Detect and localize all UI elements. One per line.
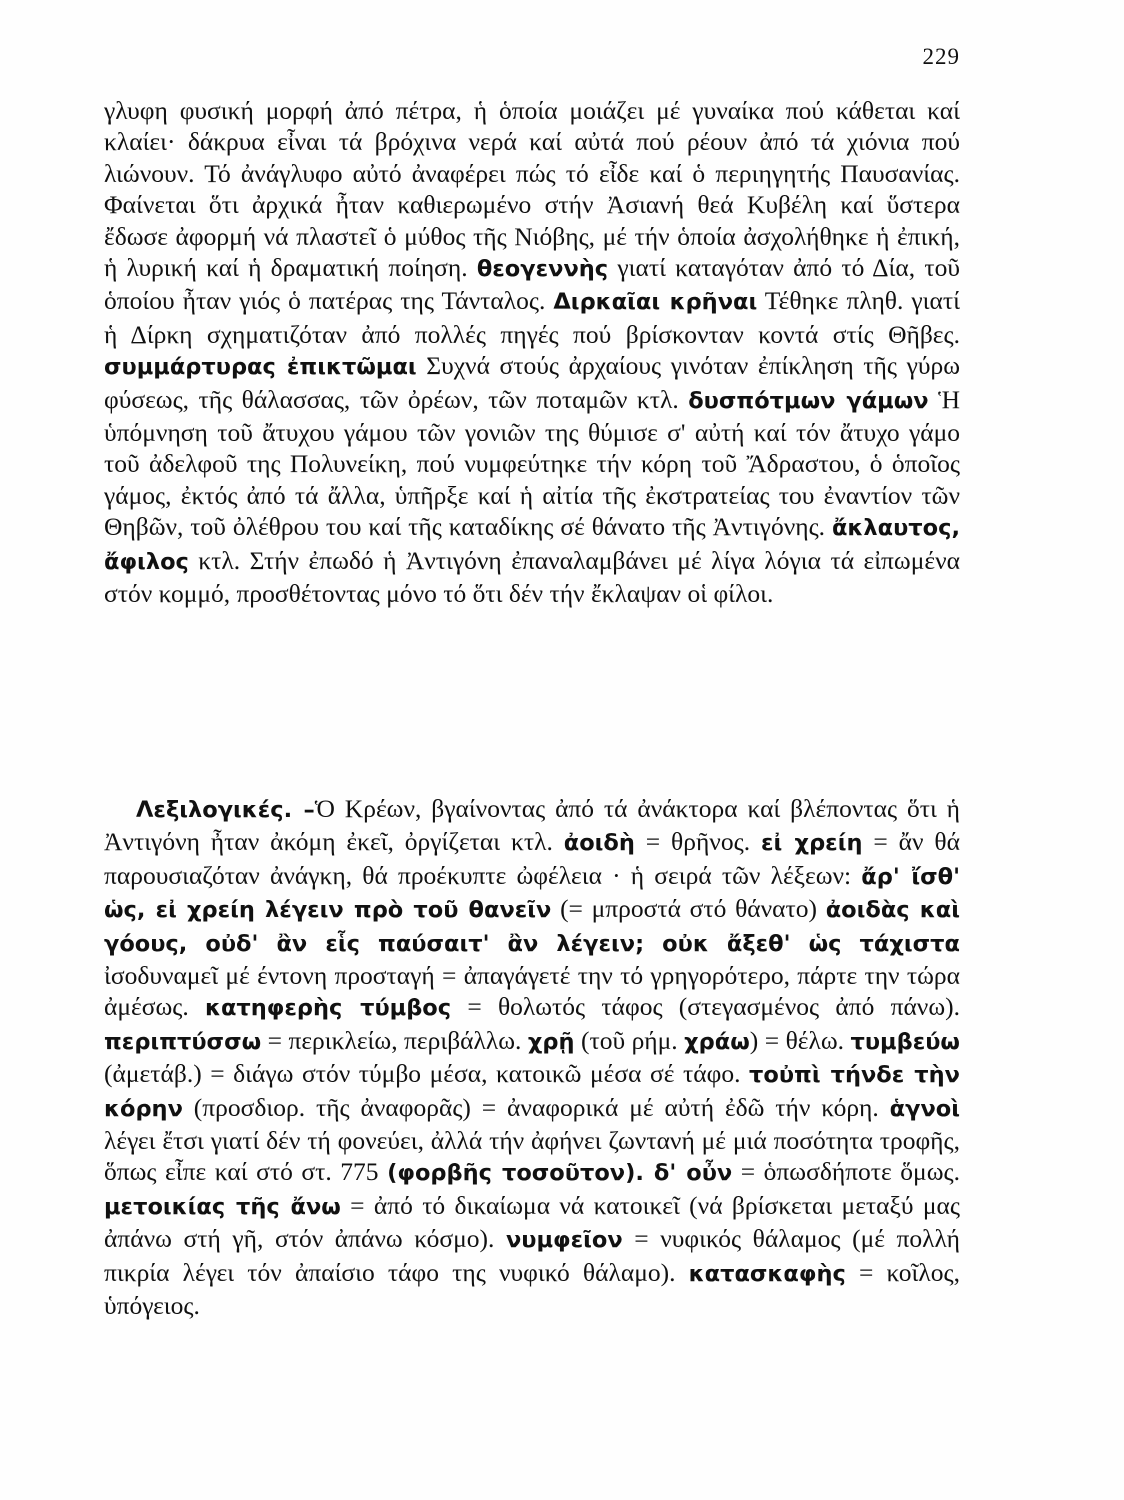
run: Συχνά στούς ἀρχαίους γινόταν ἐπίκληση τῆς γύρω φύσεως, τῆς θάλασσας, τῶν ὀρέων, τῶν ποταμῶν κτλ.	[104, 351, 960, 414]
run: = ἄν θά παρουσιαζόταν ἀνάγκη, θά προέκυπτε ὠφέλεια · ἡ σειρά τῶν λέξεων:	[104, 827, 960, 890]
run: = ὁπωσδήποτε ὅμως.	[732, 1157, 960, 1187]
run: κτλ. Στήν ἐπωδό ἡ Ἀντιγόνη ἐπαναλαμβάνει μέ λίγα λόγια τά εἰπωμένα στόν κομμό, προσθέτοντας μόνο τό ὅτι δέν τήν ἔκλαψαν οἱ φίλοι.	[104, 545, 960, 609]
bold-term: χράω	[684, 1028, 750, 1055]
run: = κοῖλος, ὑπόγειος.	[104, 1257, 960, 1321]
commentary-paragraph	[104, 95, 960, 610]
run: ἰσοδυναμεῖ μέ έντονη προσταγή = ἀπαγάγετέ την τό γρηγορότερο, πάρτε την τώρα ἀμέσως.	[104, 961, 960, 1022]
bold-term: τυμβεύω	[850, 1028, 960, 1055]
bold-term: θεογεννὴς	[476, 256, 609, 283]
run: Ὁ Κρέων, βγαίνοντας ἀπό τά ἀνάκτορα καί βλέποντας ὅτι ἡ Ἀντιγόνη ἦταν ἀκόμη ἐκεῖ, ὀργίζεται κτλ.	[104, 794, 961, 857]
vocabulary-paragraph	[104, 793, 960, 1322]
bold-term: κατασκαφὴς	[688, 1260, 846, 1287]
run: = νυφικός θάλαμος (μέ πολλή πικρία λέγει τόν ἀπαίσιο τάφο της νυφικό θάλαμο).	[104, 1224, 960, 1287]
bold-term: νυμφεῖον	[505, 1227, 623, 1254]
section-heading: Λεξιλογικές. –	[136, 797, 315, 823]
bold-term: ἁγνοὶ	[889, 1095, 960, 1122]
run: (τοῦ ρήμ.	[574, 1025, 685, 1055]
bold-term: χρῇ	[527, 1028, 575, 1055]
run: = περικλείω, περιβάλλω.	[261, 1025, 528, 1055]
bold-term: ἄκλαυτος, ἄφιλος	[104, 515, 960, 575]
run: (= μπροστά στό θάνατο)	[551, 894, 826, 924]
bold-term: Διρκαῖαι κρῆναι	[553, 289, 758, 316]
bold-term: συμμάρτυρας ἐπικτῶμαι	[104, 354, 417, 381]
bold-term: (φορβῆς τοσοῦτον). δ' οὖν	[387, 1160, 733, 1187]
run: = ἀπό τό δικαίωμα νά κατοικεῖ (νά βρίσκεται μεταξύ μας ἀπάνω στή γῆ, στόν ἀπάνω κόσμο).	[104, 1190, 960, 1254]
bold-term: δυσπότμων γάμων	[688, 387, 929, 414]
run: ) = θέλω.	[749, 1025, 851, 1055]
run: (προσδιορ. τῆς ἀναφορᾶς) = ἀναφορικά μέ αὐτή ἐδῶ τήν κόρη.	[182, 1092, 890, 1122]
bold-term: εἰ χρείη	[760, 830, 863, 857]
bold-term: ἄρ' ἴσθ' ὡς, εἰ χρείη λέγειν πρὸ τοῦ θανεῖν	[104, 863, 961, 924]
run: λέγει ἔτσι γιατί δέν τή φονεύει, ἀλλά τήν ἀφήνει ζωντανή μέ μιά ποσότητα τροφῆς, ὅπως εἶπε καί στό στ. 775	[104, 1126, 960, 1187]
run: Ἡ ὑπόμνηση τοῦ ἄτυχου γάμου τῶν γονιῶν της θύμισε σ' αὐτή καί τόν ἄτυχο γάμο τοῦ ἀδελφοῦ της Πολυνείκη, πού νυμφεύτηκε τήν κόρη τοῦ Ἄδραστου, ὁ ὁποῖος γάμος, ἐκτός ἀπό τά ἄλλα, ὑπῆρξε καί ἡ αἰτία τῆς ἐκστρατείας του ἐναντίον τῶν Θηβῶν, τοῦ ὀλέθρου του καί τῆς καταδίκης σέ θάνατο τῆς Ἀντιγόνης.	[104, 384, 960, 542]
run: γλυφη φυσική μορφή ἀπό πέτρα, ἡ ὁποία μοιάζει μέ γυναίκα πού κάθεται καί κλαίει· δάκρυα εἶναι τά βρόχινα νερά καί αὐτά πού ρέουν ἀπό τά χιόνια πού λιώνουν. Τό ἀνάγλυφο αὐτό ἀναφέρει πώς τό εἶδε καί ὁ περιηγητής Παυσανίας. Φαίνεται ὅτι ἀρχικά ἦταν καθιερωμένο στήν Ἀσιανή θεά Κυβέλη καί ὕστερα ἔδωσε ἀφορμή νά πλαστεῖ ὁ μύθος τῆς Νιόβης, μέ τήν ὁποία ἀσχολήθηκε ἡ ἐπική, ἡ λυρική καί ἡ δραματική ποίηση.	[104, 96, 960, 283]
page-number: 229	[922, 44, 960, 69]
run: = θρῆνος.	[634, 827, 761, 857]
run: γιατί καταγόταν ἀπό τό Δία, τοῦ ὁποίου ἦταν γιός ὁ πατέρας της Τάνταλος.	[104, 253, 960, 316]
bold-term: ἀοιδὰς καὶ γόους, οὐδ' ἂν εἷς παύσαιτ' ἂν λέγειν; οὐκ ἄξεθ' ὡς τάχιστα	[104, 897, 960, 957]
run: Τέθηκε πληθ. γιατί ἡ Δίρκη σχηματιζόταν ἀπό πολλές πηγές πού βρίσκονταν κοντά στίς Θῆβες.	[104, 286, 960, 349]
run: (ἀμετάβ.) = διάγω στόν τύμβο μέσα, κατοικῶ μέσα σέ τάφο.	[104, 1059, 750, 1089]
bold-term: κατηφερὴς τύμβος	[204, 995, 452, 1022]
bold-term: μετοικίας τῆς ἄνω	[104, 1193, 341, 1220]
run: = θολωτός τάφος (στεγασμένος ἀπό πάνω).	[451, 992, 960, 1022]
bold-term: περιπτύσσω	[104, 1028, 262, 1055]
bold-term: ἀοιδὴ	[563, 830, 635, 857]
bold-term: τοὐπὶ τήνδε τὴν κόρην	[104, 1062, 960, 1122]
